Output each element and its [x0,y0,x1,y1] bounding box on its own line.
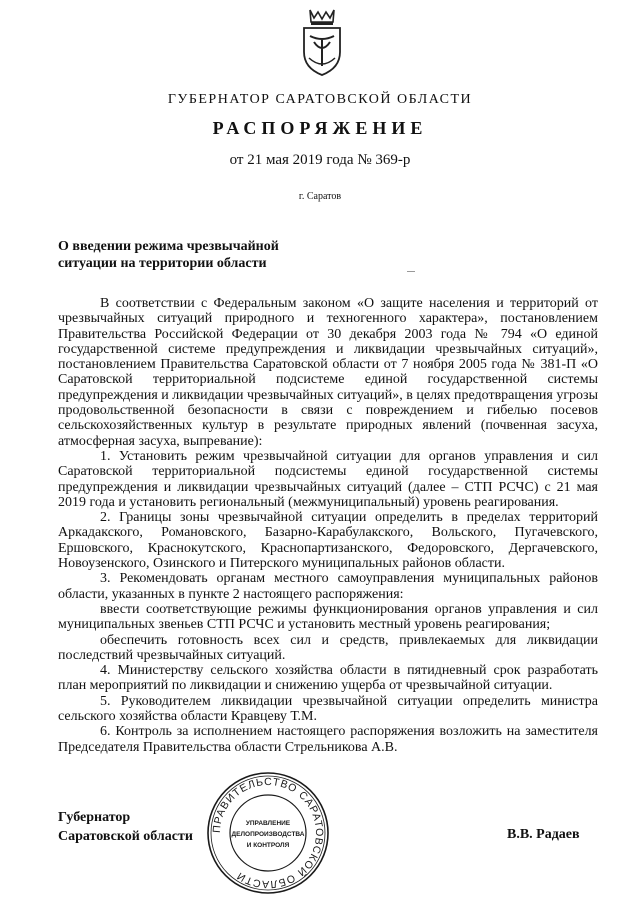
document-type: РАСПОРЯЖЕНИЕ [212,118,428,138]
document-city: г. Саратов [298,191,342,202]
order-item: 1. Установить режим чрезвычайной ситуации для органов управления и сил Саратовской территориальной подсистемы единой государственной системы предупреждения и ликвидации чрезвычайных ситуаций (далее – СТП РСЧС) с 21 мая 2019 года и установить региональный (межмуниципальный) уровень реагирования. [58,449,598,510]
signatory-name: В.В. Радаев [507,827,580,842]
signatory-title-line: Губернатор [58,810,131,825]
coat-of-arms-icon [300,8,344,78]
order-item: 3. Рекомендовать органам местного самоуправления муниципальных районов области, указанных в пункте 2 настоящего распоряжения: [58,571,598,602]
stamp-inner-line: УПРАВЛЕНИЕ [245,820,291,827]
subject-line: О введении режима чрезвычайной [58,239,279,254]
order-item: 4. Министерству сельского хозяйства области в пятидневный срок разработать план мероприятий по ликвидации и снижению ущерба от чрезвычайной ситуации. [58,663,598,694]
order-item: 6. Контроль за исполнением настоящего распоряжения возложить на заместителя Председателя Правительства области Стрельникова А.В. [58,724,598,755]
stamp-inner-line: ДЕЛОПРОИЗВОДСТВА [231,831,305,838]
issuer-title: ГУБЕРНАТОР САРАТОВСКОЙ ОБЛАСТИ [167,92,473,107]
order-item: обеспечить готовность всех сил и средств, привлекаемых для ликвидации последствий чрезвычайных ситуаций. [58,632,598,663]
order-item: 5. Руководителем ликвидации чрезвычайной ситуации определить министра сельского хозяйства области Кравцеву Т.М. [58,693,598,725]
signatory-title [58,808,193,846]
order-items [58,449,598,755]
document-date-number: от 21 мая 2019 года № 369-р [229,152,411,168]
subject-line: ситуации на территории области [58,256,267,271]
document-subject [58,238,358,272]
stamp-inner-line: И КОНТРОЛЯ [246,842,290,849]
preamble [58,296,598,449]
signatory-title-line: Саратовской области [58,829,193,844]
order-item: ввести соответствующие режимы функционирования органов управления и сил муниципальных звеньев СТП РСЧС и установить местный уровень реагирования; [58,601,598,633]
margin-mark [407,271,415,272]
order-item: 2. Границы зоны чрезвычайной ситуации определить в пределах территорий Аркадакского, Романовского, Базарно-Карабулакского, Вольского, Пугачевского, Ершовского, Краснокутского, Краснопартизанского, Федоровского, Дергачевского, Новоузенского, Озинского и Питерского муниципальных районов области. [58,510,598,572]
official-stamp [205,770,331,896]
preamble-text: В соответствии с Федеральным законом «О защите населения и территорий от чрезвычайных ситуаций природного и техногенного характера», постановлением Правительства Российской Федерации от 30 декабря 2003 года № 794 «О единой государственной системе предупреждения и ликвидации чрезвычайных ситуаций», постановлением Правительства Саратовской области от 7 ноября 2005 года № 381-П «О Саратовской территориальной подсистеме единой государственной системы предупреждения и ликвидации чрезвычайных ситуаций», в целях предотвращения угрозы продовольственной безопасности в связи с повреждением и гибелью посевов сельскохозяйственных культур в результате природных явлений (почвенная засуха, атмосферная засуха, выпревание): [58,296,598,449]
stamp-outer-text: ПРАВИТЕЛЬСТВО САРАТОВСКОЙ ОБЛАСТИ [210,775,326,891]
